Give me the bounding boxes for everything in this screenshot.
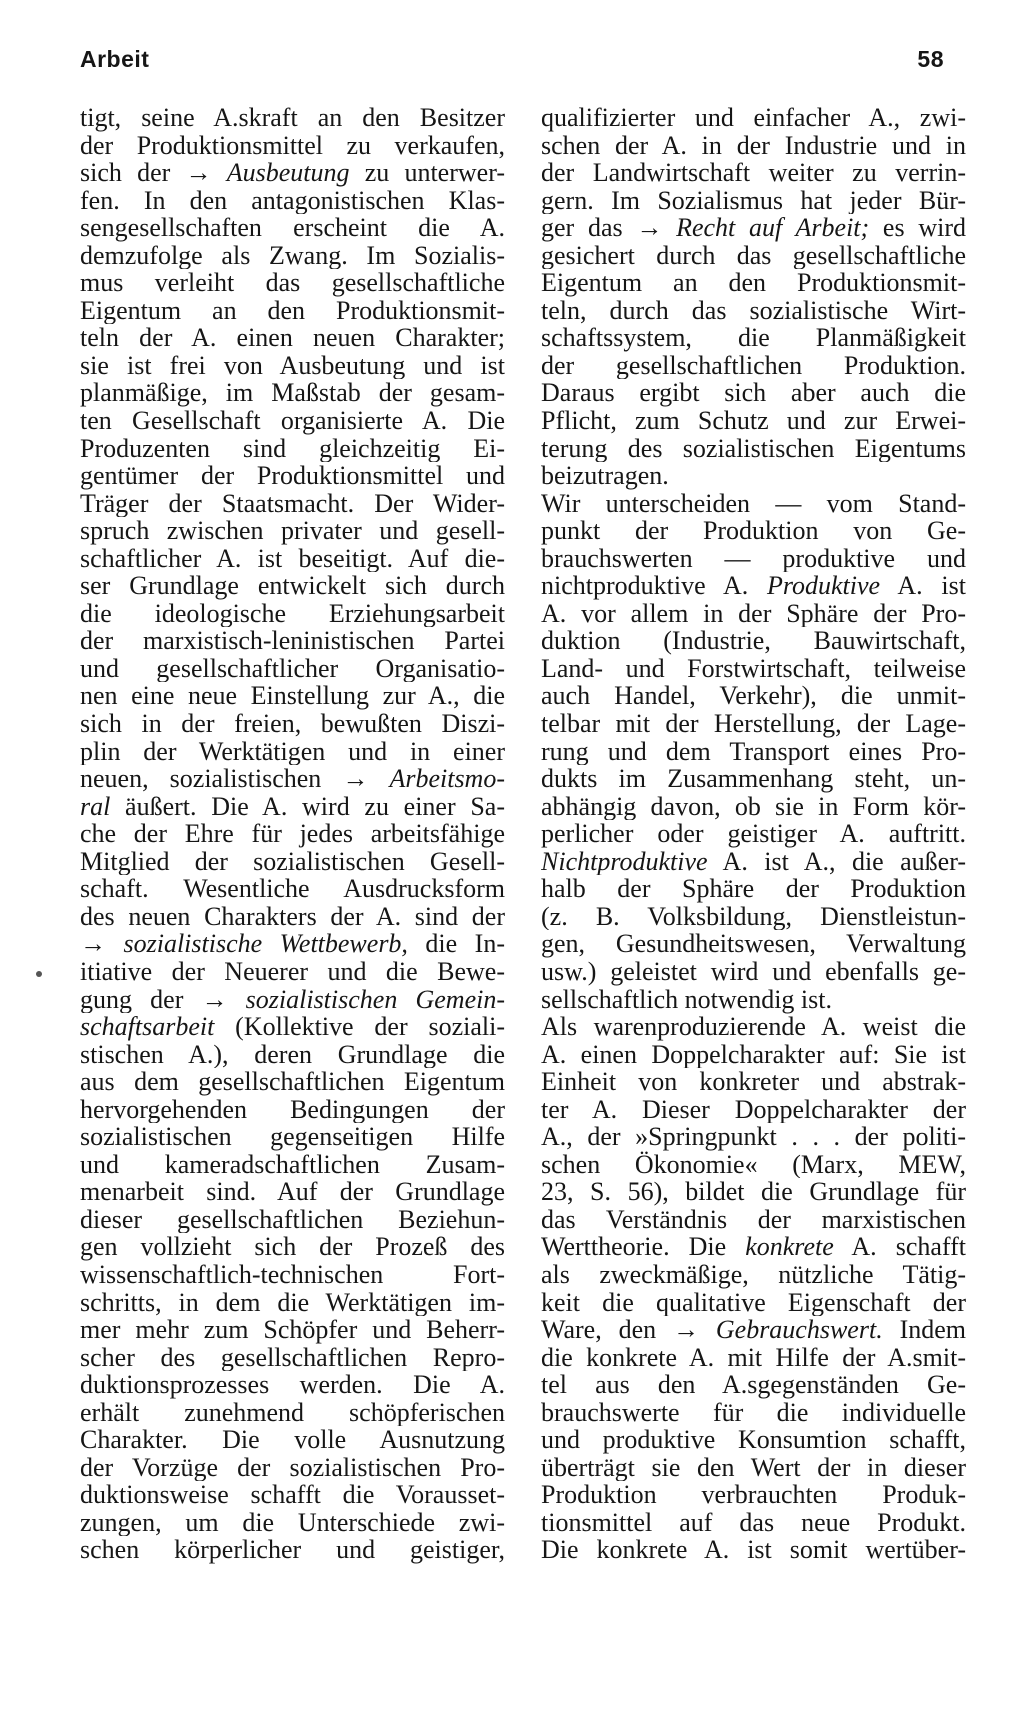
text-run: gesichert durch das gesellschaftliche [541,241,966,270]
text-line [541,1371,966,1399]
text-run: der gesellschaftlichen Produktion. [541,351,966,380]
text-line [541,1151,966,1179]
text-run: wissenschaftlich-technischen Fort- [80,1260,505,1289]
text-run: schen der A. in der Industrie und in [541,131,966,160]
text-run: Ware, den → [541,1316,716,1344]
left-column [80,104,505,1564]
text-line [80,930,505,958]
text-line [80,104,505,132]
text-run: punkt der Produktion von Ge- [541,517,966,545]
text-line [541,820,966,848]
text-line [80,738,505,766]
text-line [541,187,966,215]
text-line [80,1536,505,1564]
text-run: Mitglied der sozialistischen Gesell- [80,847,505,876]
text-run: sie ist frei von Ausbeutung und ist [80,351,505,380]
text-line [541,159,966,187]
text-line [541,242,966,270]
text-run: rung und dem Transport eines Pro- [541,737,966,766]
text-line [80,545,505,573]
text-run: planmäßige, im Maßstab der gesam- [80,379,505,408]
text-run: überträgt sie den Wert der in dieser [541,1453,966,1482]
text-run: das Verständnis der marxistischen [541,1205,966,1234]
text-line [541,1233,966,1261]
text-run: ger das → [541,214,677,242]
text-run: sellschaftlich notwendig ist. [541,984,833,1014]
text-line [541,407,966,435]
text-line [541,848,966,876]
text-run: halb der Sphäre der Produktion [541,875,966,903]
text-line [541,1481,966,1509]
text-line [541,297,966,325]
text-run: schaftlicher A. ist beseitigt. Auf die- [80,544,505,573]
italic-term: sozialistischen Gemein- [245,985,505,1014]
text-run: schritts, in dem die Werktätigen im- [80,1288,505,1317]
italic-term: Ausbeutung [226,159,350,187]
text-run: Daraus ergibt sich aber auch die [541,379,966,408]
text-line [80,1344,505,1372]
text-line [80,1426,505,1454]
text-line [80,1371,505,1399]
text-line [80,1454,505,1482]
text-run: gentümer der Produktionsmittel und [80,462,505,490]
text-run: zu unterwer- [349,159,505,187]
italic-term: konkrete [745,1233,834,1261]
text-run: Wir unterscheiden — vom Stand- [541,489,966,518]
text-run: ter A. Dieser Doppelcharakter der [541,1095,966,1124]
text-line [541,627,966,655]
text-line [541,545,966,573]
text-run: Als warenproduzierende A. weist die [541,1013,966,1041]
text-run: terung des sozialistischen Eigentums [541,434,966,463]
text-line [541,1261,966,1289]
text-run: tel aus den A.sgegenständen Ge- [541,1371,966,1399]
text-line [80,1041,505,1069]
text-line [80,600,505,628]
text-run: duktionsweise schafft die Vorausset- [80,1481,505,1509]
text-line [541,1013,966,1041]
text-line [80,682,505,710]
text-run: Träger der Staatsmacht. Der Wider- [80,489,505,518]
text-run: Werttheorie. Die [541,1233,746,1261]
text-line [80,269,505,297]
text-run: sozialistischen gegenseitigen Hilfe [80,1123,505,1151]
text-run: itiative der Neuerer und die Bewe- [80,957,505,986]
text-line [80,1013,505,1041]
text-line [80,462,505,490]
text-run: beizutragen. [541,461,669,491]
text-line [541,1206,966,1234]
text-run: mus verleiht das gesellschaftliche [80,269,505,297]
text-run: gern. Im Sozialismus hat jeder Bür- [541,186,966,215]
text-line [541,655,966,683]
text-line [541,958,966,986]
text-run: stischen A.), deren Grundlage die [80,1040,505,1069]
text-line [541,214,966,242]
text-line [541,1399,966,1427]
text-run: telbar mit der Herstellung, der Lage- [541,710,966,738]
text-line [541,1536,966,1564]
text-line [541,765,966,793]
text-run: scher des gesellschaftlichen Repro- [80,1343,505,1372]
text-line [80,655,505,683]
text-line [541,324,966,352]
text-line [80,1399,505,1427]
text-run: und kameradschaftlichen Zusam- [80,1150,505,1179]
text-line [80,1096,505,1124]
right-column [541,104,966,1564]
text-line [80,187,505,215]
text-line [80,435,505,463]
text-run: der Produktionsmittel zu verkaufen, [80,131,505,160]
italic-term: Recht auf Arbeit; [676,214,870,242]
text-run: dukts im Zusammenhang steht, un- [541,765,966,793]
text-line [80,214,505,242]
text-run: brauchswerte für die individuelle [541,1398,966,1427]
text-line [80,820,505,848]
text-line [80,1151,505,1179]
text-line [541,1316,966,1344]
text-run: aus dem gesellschaftlichen Eigentum [80,1068,505,1096]
text-run: Die konkrete A. ist somit wertüber- [541,1536,966,1564]
text-line [80,242,505,270]
text-line [541,132,966,160]
text-run: ten Gesellschaft organisierte A. Die [80,407,505,435]
text-run: schen körperlicher und geistiger, [80,1536,505,1564]
text-run: der Landwirtschaft weiter zu verrin- [541,159,966,187]
text-run: abhängig davon, ob sie in Form kör- [541,792,966,821]
text-run: mer mehr zum Schöpfer und Beherr- [80,1316,505,1344]
text-run: hervorgehenden Bedingungen der [80,1095,505,1124]
text-line [80,793,505,821]
text-line [541,1454,966,1482]
text-line [541,986,966,1014]
text-run: gung der → [80,985,246,1014]
text-line [541,1123,966,1151]
text-line [80,324,505,352]
text-run: brauchswerten — produktive und [541,544,966,573]
text-run: A. ist [880,572,966,600]
text-run: A. ist A., die außer- [707,847,966,876]
text-line [541,379,966,407]
text-line [80,1509,505,1537]
text-line [541,572,966,600]
text-run: gen vollzieht sich der Prozeß des [80,1233,505,1261]
text-line [541,793,966,821]
text-line [541,490,966,518]
text-run: Indem [882,1316,966,1344]
text-run: keit die qualitative Eigenschaft der [541,1288,966,1317]
text-run: und gesellschaftlicher Organisatio- [80,654,505,683]
text-line [80,1068,505,1096]
text-line [80,627,505,655]
text-line [541,269,966,297]
text-run: gen, Gesundheitswesen, Verwaltung [541,930,966,958]
text-run: → [80,930,124,958]
text-line [541,682,966,710]
text-line [80,1233,505,1261]
text-run: dieser gesellschaftlichen Beziehun- [80,1205,505,1234]
text-line [541,352,966,380]
text-run: 23, S. 56), bildet die Grundlage für [541,1178,966,1206]
text-line [541,738,966,766]
text-line [541,1509,966,1537]
text-line [541,1096,966,1124]
text-run: A. vor allem in der Sphäre der Pro- [541,599,966,628]
text-run: qualifizierter und einfacher A., zwi- [541,104,966,132]
italic-term: ral [80,792,111,821]
italic-term: Produktive [766,572,881,600]
text-line [541,930,966,958]
running-head-title: Arbeit [80,46,150,72]
text-line [80,1316,505,1344]
text-run: äußert. Die A. wird zu einer Sa- [110,792,505,821]
text-line [80,1206,505,1234]
text-line [80,159,505,187]
text-run: die konkrete A. mit Hilfe der A.smit- [541,1343,966,1372]
text-line [80,848,505,876]
text-line [80,1261,505,1289]
text-line [80,297,505,325]
text-line [80,572,505,600]
text-run: duktionsprozesses werden. Die A. [80,1371,505,1399]
text-line [80,903,505,931]
text-run: perlicher oder geistiger A. auftritt. [541,820,966,848]
text-line [80,710,505,738]
text-run: duktion (Industrie, Bauwirtschaft, [541,627,966,655]
text-run: menarbeit sind. Auf der Grundlage [80,1178,505,1206]
text-run: teln, durch das sozialistische Wirt- [541,296,966,325]
text-line [541,435,966,463]
text-run: der Vorzüge der sozialistischen Pro- [80,1453,505,1482]
text-run: nichtproduktive A. [541,572,767,600]
text-run: Produktion verbrauchten Produk- [541,1481,966,1509]
text-run: die In- [407,930,505,958]
text-run: Pflicht, zum Schutz und zur Erwei- [541,407,966,435]
text-run: A., der »Springpunkt . . . der politi- [541,1123,966,1151]
text-run: auch Handel, Verkehr), die unmit- [541,682,966,711]
text-run: teln der A. einen neuen Charakter; [80,324,505,352]
text-run: usw.) geleistet wird und ebenfalls ge- [541,957,966,986]
text-run: sich in der freien, bewußten Diszi- [80,710,505,738]
text-line [541,903,966,931]
text-line [80,132,505,160]
text-run: Eigentum an den Produktionsmit- [541,269,966,297]
text-run: die ideologische Erziehungsarbeit [80,599,505,628]
text-line [80,490,505,518]
italic-term: Nichtproduktive [541,847,708,876]
text-run: erhält zunehmend schöpferischen [80,1398,505,1427]
text-run: als zweckmäßige, nützliche Tätig- [541,1260,966,1289]
text-run: A. einen Doppelcharakter auf: Sie ist [541,1040,966,1069]
text-line [80,407,505,435]
text-run: zungen, um die Unterschiede zwi- [80,1508,505,1537]
text-run: des neuen Charakters der A. sind der [80,902,505,931]
text-run: sich der → [80,159,227,187]
text-line [80,352,505,380]
text-line [541,1178,966,1206]
text-run: tionsmittel auf das neue Produkt. [541,1508,966,1537]
italic-term: sozialistische Wettbewerb, [123,930,408,958]
text-run: es wird [869,214,966,242]
italic-term: Gebrauchswert. [715,1316,883,1344]
text-line [541,710,966,738]
page-number: 58 [917,46,944,72]
text-line [541,1068,966,1096]
text-line [541,1289,966,1317]
text-run: Land- und Forstwirtschaft, teilweise [541,654,966,683]
text-run: sengesellschaften erscheint die A. [80,214,505,242]
text-line [541,1344,966,1372]
text-run: Einheit von konkreter und abstrak- [541,1068,966,1096]
text-run: ser Grundlage entwickelt sich durch [80,572,505,600]
text-run: demzufolge als Zwang. Im Sozialis- [80,241,505,270]
text-run: und produktive Konsumtion schafft, [541,1426,966,1454]
text-line [541,1426,966,1454]
text-run: Eigentum an den Produktionsmit- [80,296,505,325]
text-line [80,517,505,545]
text-line [541,875,966,903]
text-run: spruch zwischen privater und gesell- [80,517,505,545]
italic-term: schaftsarbeit [80,1013,215,1041]
text-run: der marxistisch-leninistischen Partei [80,627,505,655]
text-run: schen Ökonomie« (Marx, MEW, [541,1150,966,1179]
text-run: fen. In den antagonistischen Klas- [80,186,505,215]
text-run: A. schafft [833,1233,966,1261]
text-line [80,1481,505,1509]
italic-term: Arbeitsmo- [389,765,505,793]
text-run: nen eine neue Einstellung zur A., die [80,682,505,711]
text-run: tigt, seine A.skraft an den Besitzer [80,104,505,132]
text-line [541,1041,966,1069]
text-line [80,875,505,903]
print-speck [36,971,42,977]
text-line [541,600,966,628]
text-run: plin der Werktätigen und in einer [80,737,505,766]
text-line [80,765,505,793]
text-line [80,1289,505,1317]
text-line [80,986,505,1014]
text-run: schaftssystem, die Planmäßigkeit [541,324,966,352]
text-line [80,1178,505,1206]
text-run: Produzenten sind gleichzeitig Ei- [80,434,505,463]
text-line [80,1123,505,1151]
text-line [80,379,505,407]
text-run: neuen, sozialistischen → [80,765,390,793]
text-run: schaft. Wesentliche Ausdrucksform [80,875,505,903]
text-run: (Kollektive der soziali- [214,1013,505,1041]
text-line [541,462,966,490]
text-run: (z. B. Volksbildung, Dienstleistun- [541,902,966,931]
text-run: che der Ehre für jedes arbeitsfähige [80,820,505,848]
text-line [80,958,505,986]
text-line [541,104,966,132]
text-line [541,517,966,545]
text-run: Charakter. Die volle Ausnutzung [80,1426,505,1454]
